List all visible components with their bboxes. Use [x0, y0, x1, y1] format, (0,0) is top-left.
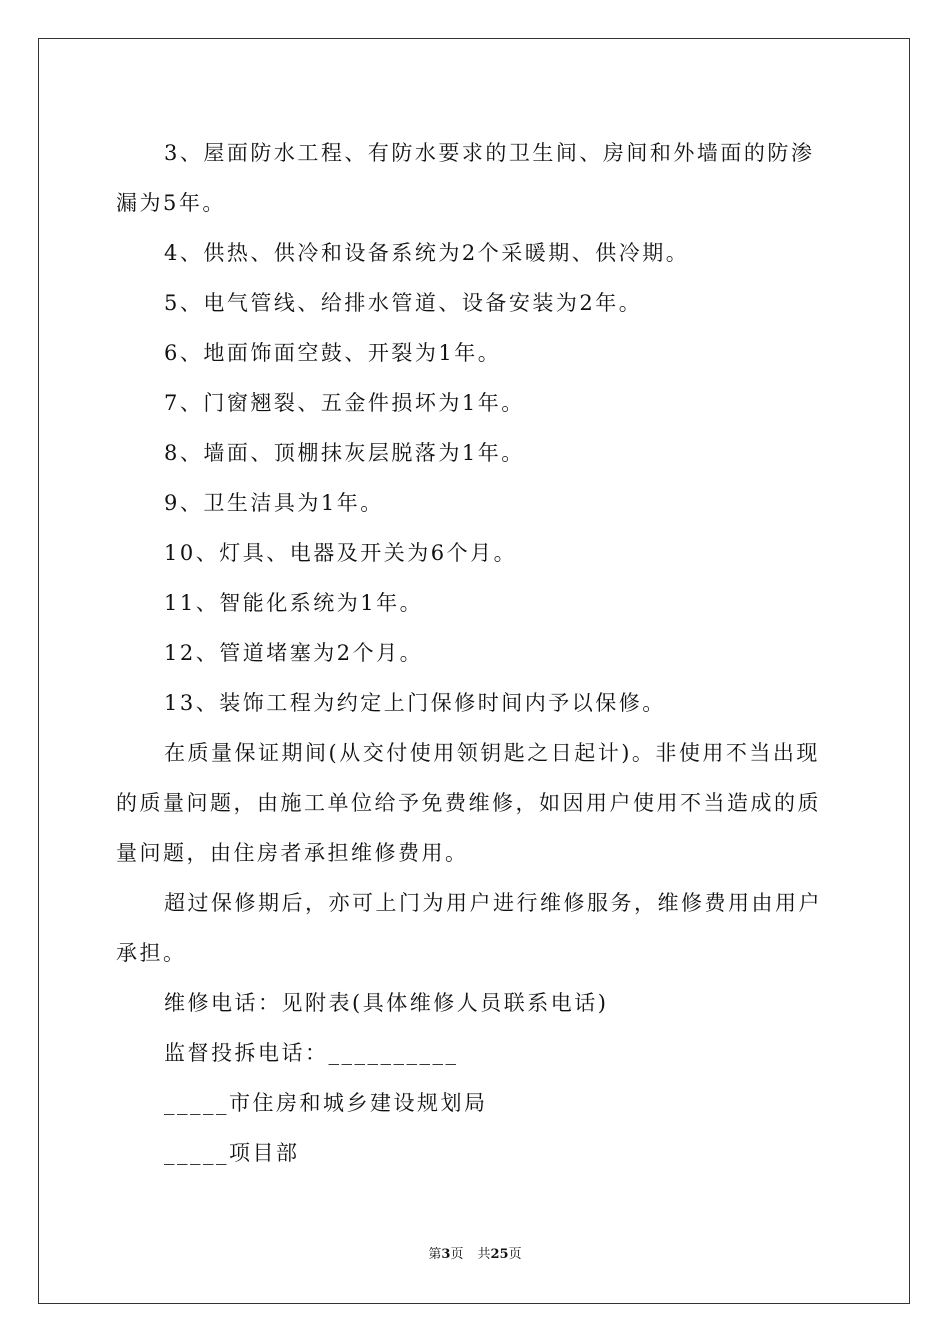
- paragraph-line: 超过保修期后，亦可上门为用户进行维修服务，维修费用由用户: [164, 891, 822, 915]
- paragraph-line: _____项目部: [164, 1141, 300, 1165]
- paragraph-line: 在质量保证期间(从交付使用领钥匙之日起计)。非使用不当出现: [164, 741, 820, 765]
- paragraph-line: 6、地面饰面空鼓、开裂为1年。: [164, 341, 502, 365]
- paragraph-line: 11、智能化系统为1年。: [164, 591, 424, 615]
- paragraph-line: 3、屋面防水工程、有防水要求的卫生间、房间和外墙面的防渗: [164, 141, 815, 165]
- paragraph-line: 量问题，由住房者承担维修费用。: [116, 841, 469, 865]
- total-prefix: 共: [477, 1247, 491, 1262]
- document-body: [116, 128, 838, 1178]
- paragraph-line: _____市住房和城乡建设规划局: [164, 1091, 488, 1115]
- paragraph-line: 5、电气管线、给排水管道、设备安装为2年。: [164, 291, 643, 315]
- paragraph-line: 7、门窗翘裂、五金件损坏为1年。: [164, 391, 525, 415]
- total-pages: 25: [490, 1247, 509, 1262]
- page-footer: [0, 1246, 950, 1264]
- paragraph-line: 维修电话：见附表(具体维修人员联系电话): [164, 991, 609, 1015]
- paragraph-line: 8、墙面、顶棚抹灰层脱落为1年。: [164, 441, 525, 465]
- total-suffix: 页: [508, 1247, 522, 1262]
- paragraph-line: 监督投拆电话：__________: [164, 1041, 459, 1065]
- paragraph-line: 的质量问题，由施工单位给予免费维修，如因用户使用不当造成的质: [116, 791, 821, 815]
- paragraph-line: 漏为5年。: [116, 191, 226, 215]
- page-prefix: 第: [428, 1247, 442, 1262]
- paragraph-line: 10、灯具、电器及开关为6个月。: [164, 541, 518, 565]
- page-number: 3: [441, 1247, 451, 1262]
- paragraph-line: 12、管道堵塞为2个月。: [164, 641, 424, 665]
- paragraph-line: 9、卫生洁具为1年。: [164, 491, 384, 515]
- page-suffix: 页: [450, 1247, 464, 1262]
- paragraph-line: 13、装饰工程为约定上门保修时间内予以保修。: [164, 691, 666, 715]
- paragraph-line: 4、供热、供冷和设备系统为2个采暖期、供冷期。: [164, 241, 690, 265]
- paragraph-line: 承担。: [116, 941, 187, 965]
